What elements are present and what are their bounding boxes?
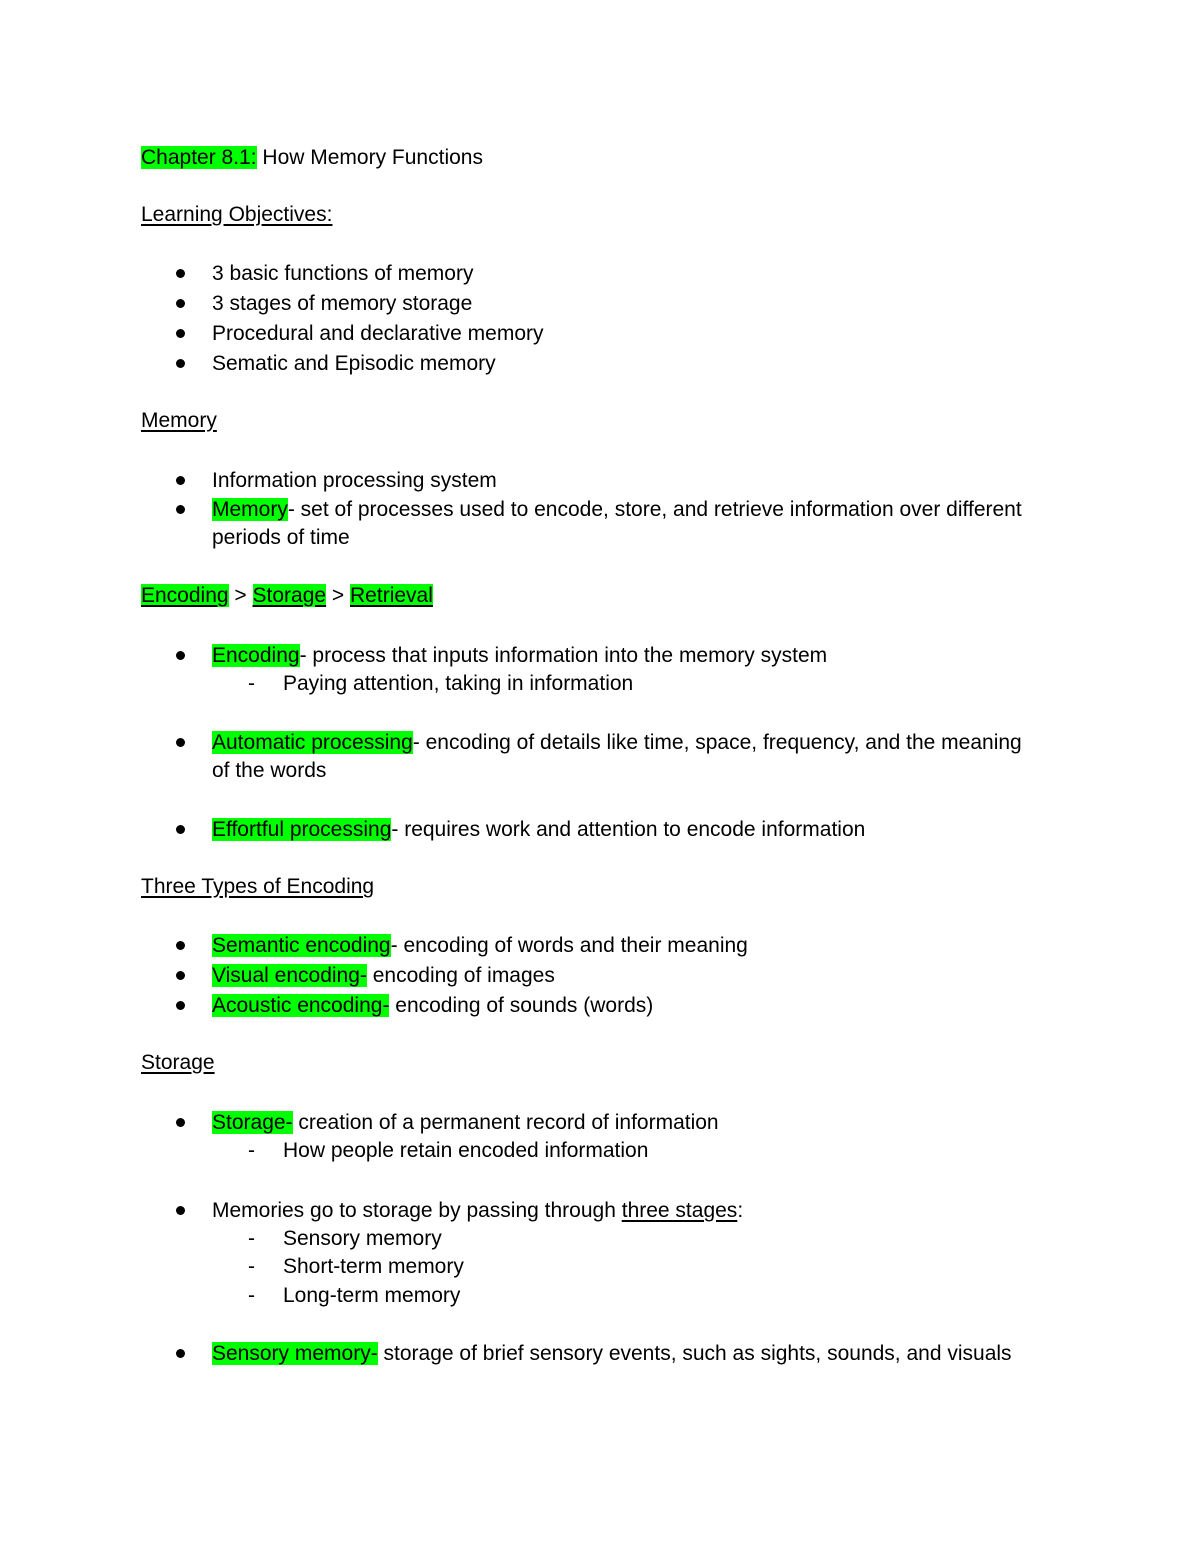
flow-encoding: Encoding: [141, 584, 229, 607]
storage-sub-item: How people retain encoded information: [283, 1139, 649, 1162]
flow-retrieval: Retrieval: [350, 584, 433, 607]
stage-item: Long-term memory: [283, 1284, 461, 1307]
dash-marker: -: [248, 1227, 255, 1250]
stage-item: Sensory memory: [283, 1227, 442, 1250]
bullet-icon: [176, 299, 185, 308]
sensory-memory-text: storage of brief sensory events, such as sights, sounds, and visuals: [377, 1342, 1012, 1365]
effortful-processing-term: Effortful processing: [212, 818, 392, 841]
semantic-encoding-text: - encoding of words and their meaning: [390, 934, 748, 957]
bullet-icon: [176, 505, 185, 514]
dash-marker: -: [248, 1284, 255, 1307]
effortful-processing-text: - requires work and attention to encode information: [391, 818, 866, 841]
bullet-icon: [176, 269, 185, 278]
memory-definition-continued: periods of time: [212, 526, 350, 549]
memory-definition: [212, 495, 1022, 525]
automatic-processing-definition: [212, 728, 1022, 758]
memory-flow: [141, 581, 433, 611]
sensory-memory-term: Sensory memory-: [212, 1342, 378, 1365]
bullet-icon: [176, 971, 185, 980]
chapter-title: [141, 143, 483, 173]
acoustic-encoding-text: encoding of sounds (words): [389, 994, 654, 1017]
objective-item: Sematic and Episodic memory: [212, 352, 496, 375]
objective-item: 3 stages of memory storage: [212, 292, 473, 315]
objective-item: 3 basic functions of memory: [212, 262, 474, 285]
acoustic-encoding-definition: [212, 991, 653, 1021]
three-stages-text: three stages: [621, 1199, 738, 1222]
chapter-title-text: How Memory Functions: [256, 146, 483, 169]
visual-encoding-term: Visual encoding-: [212, 964, 367, 987]
semantic-encoding-term: Semantic encoding: [212, 934, 391, 957]
encoding-sub-item: Paying attention, taking in information: [283, 672, 634, 695]
visual-encoding-definition: [212, 961, 555, 991]
visual-encoding-text: encoding of images: [366, 964, 555, 987]
acoustic-encoding-term: Acoustic encoding-: [212, 994, 390, 1017]
storage-heading: Storage: [141, 1051, 215, 1074]
flow-separator: >: [326, 584, 351, 607]
objective-item: Procedural and declarative memory: [212, 322, 544, 345]
encoding-term: Encoding: [212, 644, 300, 667]
sensory-memory-definition: [212, 1339, 1012, 1369]
semantic-encoding-definition: [212, 931, 748, 961]
effortful-processing-definition: [212, 815, 865, 845]
bullet-icon: [176, 825, 185, 834]
bullet-icon: [176, 476, 185, 485]
flow-separator: >: [228, 584, 253, 607]
automatic-processing-text: - encoding of details like time, space, frequency, and the meaning: [412, 731, 1022, 754]
automatic-processing-term: Automatic processing: [212, 731, 413, 754]
dash-marker: -: [248, 672, 255, 695]
stages-colon: :: [737, 1199, 744, 1222]
storage-definition-text: creation of a permanent record of information: [292, 1111, 719, 1134]
memory-heading: Memory: [141, 409, 217, 432]
encoding-definition: [212, 641, 827, 671]
storage-term: Storage-: [212, 1111, 293, 1134]
bullet-icon: [176, 651, 185, 660]
bullet-icon: [176, 738, 185, 747]
bullet-icon: [176, 1206, 185, 1215]
memory-item: Information processing system: [212, 469, 497, 492]
bullet-icon: [176, 941, 185, 950]
storage-definition: [212, 1108, 719, 1138]
bullet-icon: [176, 359, 185, 368]
bullet-icon: [176, 1118, 185, 1127]
memory-definition-text: - set of processes used to encode, store, and retrieve information over different: [287, 498, 1022, 521]
bullet-icon: [176, 1349, 185, 1358]
bullet-icon: [176, 1001, 185, 1010]
chapter-number-highlight: Chapter 8.1:: [141, 146, 257, 169]
types-of-encoding-heading: Three Types of Encoding: [141, 875, 375, 898]
storage-stages-intro: [212, 1196, 743, 1226]
learning-objectives-heading: Learning Objectives:: [141, 203, 333, 226]
flow-storage: Storage: [252, 584, 327, 607]
dash-marker: -: [248, 1139, 255, 1162]
encoding-definition-text: - process that inputs information into the memory system: [299, 644, 828, 667]
dash-marker: -: [248, 1255, 255, 1278]
automatic-processing-continued: of the words: [212, 759, 327, 782]
bullet-icon: [176, 329, 185, 338]
memory-term: Memory: [212, 498, 288, 521]
stage-item: Short-term memory: [283, 1255, 464, 1278]
stages-intro-text: Memories go to storage by passing through: [212, 1199, 622, 1222]
